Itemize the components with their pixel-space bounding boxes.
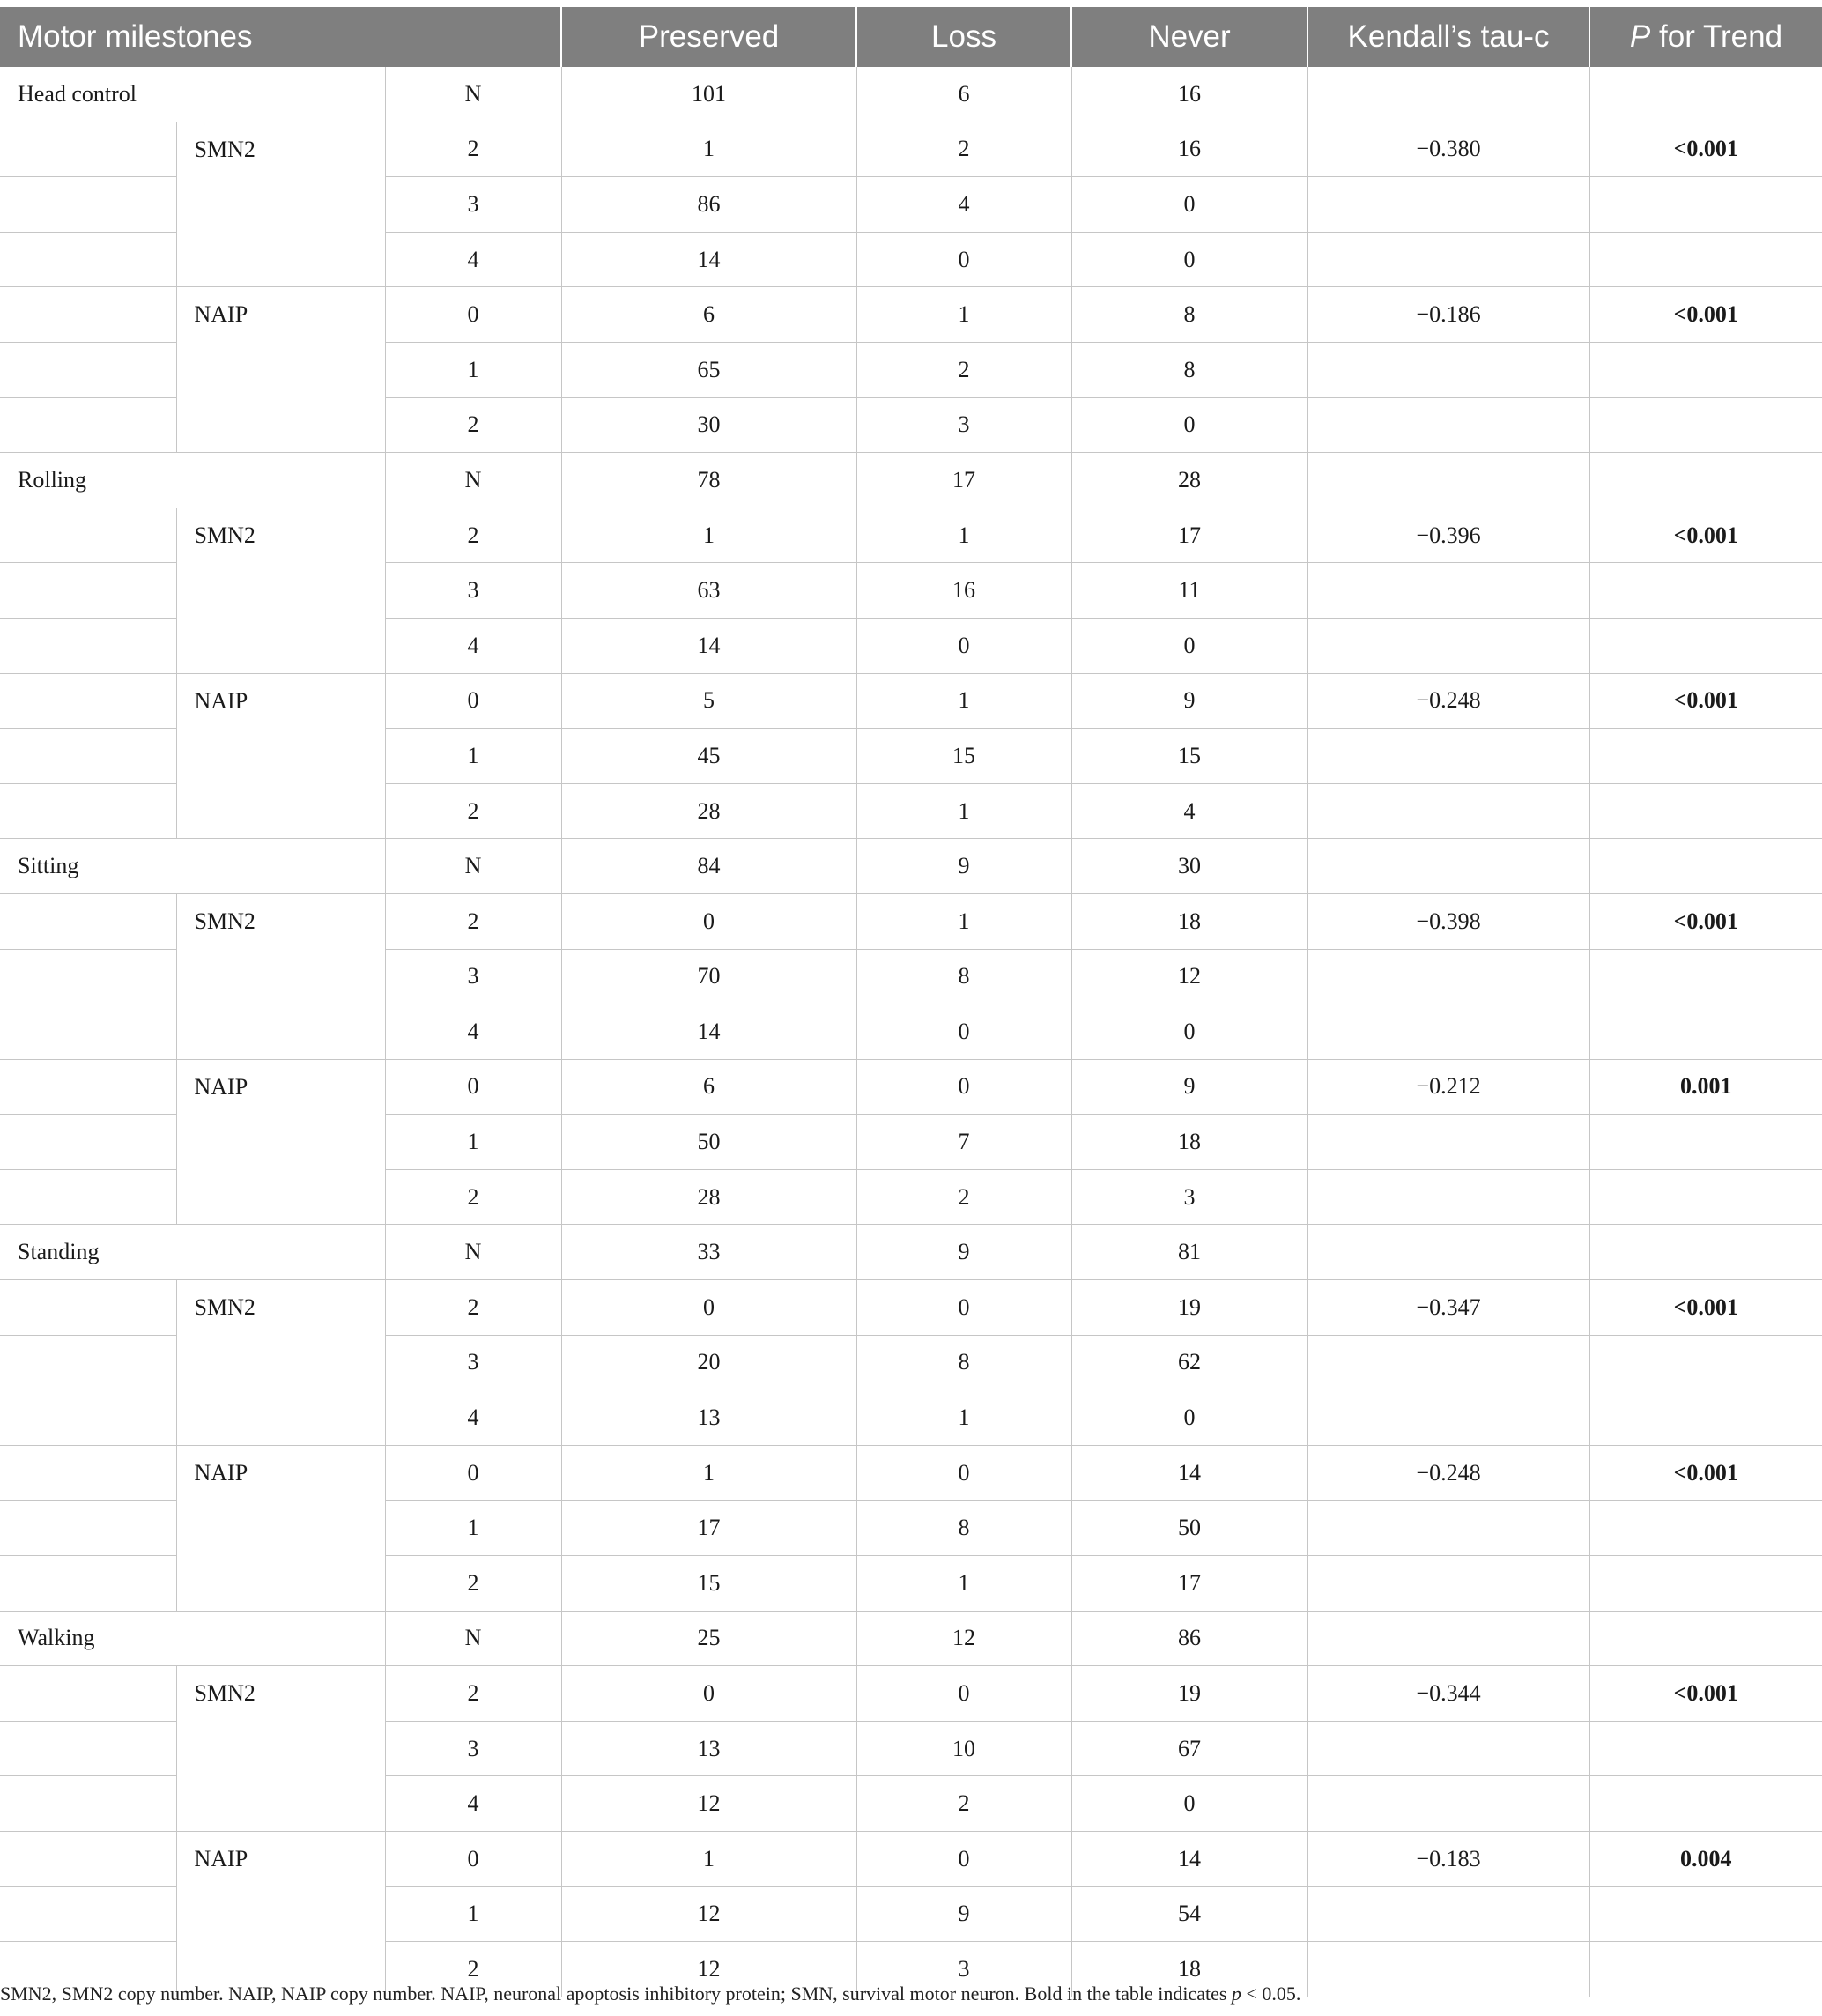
gene-label: NAIP bbox=[176, 673, 385, 839]
copy-number-cell: 3 bbox=[385, 563, 561, 619]
table-row bbox=[0, 122, 1822, 177]
gene-label: SMN2 bbox=[176, 1280, 385, 1446]
preserved-cell: 1 bbox=[561, 1445, 856, 1501]
gene-label: NAIP bbox=[176, 1445, 385, 1611]
loss-cell: 0 bbox=[856, 1445, 1071, 1501]
p-trend-cell bbox=[1589, 1721, 1822, 1776]
kendall-cell: −0.347 bbox=[1307, 1280, 1589, 1336]
loss-cell: 2 bbox=[856, 122, 1071, 177]
never-cell: 0 bbox=[1071, 618, 1307, 673]
loss-cell: 9 bbox=[856, 839, 1071, 894]
preserved-cell: 70 bbox=[561, 949, 856, 1004]
preserved-cell: 78 bbox=[561, 453, 856, 508]
p-trend-cell: <0.001 bbox=[1589, 673, 1822, 729]
blank-cell bbox=[0, 1169, 176, 1225]
table-body bbox=[0, 67, 1822, 1997]
preserved-cell: 14 bbox=[561, 618, 856, 673]
preserved-cell: 45 bbox=[561, 729, 856, 784]
preserved-cell: 12 bbox=[561, 1886, 856, 1942]
p-trend-cell bbox=[1589, 1886, 1822, 1942]
milestone-label: Standing bbox=[0, 1225, 385, 1280]
preserved-cell: 28 bbox=[561, 783, 856, 839]
loss-cell: 9 bbox=[856, 1225, 1071, 1280]
never-cell: 3 bbox=[1071, 1169, 1307, 1225]
table-header bbox=[0, 7, 1822, 67]
table-row bbox=[0, 893, 1822, 949]
p-trend-cell: <0.001 bbox=[1589, 1280, 1822, 1336]
p-trend-cell bbox=[1589, 1169, 1822, 1225]
never-cell: 0 bbox=[1071, 1776, 1307, 1832]
kendall-cell bbox=[1307, 1390, 1589, 1446]
table-row bbox=[0, 1445, 1822, 1501]
loss-cell: 1 bbox=[856, 508, 1071, 563]
blank-cell bbox=[0, 729, 176, 784]
preserved-cell: 6 bbox=[561, 287, 856, 343]
p-trend-cell: <0.001 bbox=[1589, 1445, 1822, 1501]
blank-cell bbox=[0, 893, 176, 949]
loss-cell: 0 bbox=[856, 1666, 1071, 1722]
p-trend-cell bbox=[1589, 839, 1822, 894]
loss-cell: 12 bbox=[856, 1611, 1071, 1666]
loss-cell: 8 bbox=[856, 1335, 1071, 1390]
blank-cell bbox=[0, 1501, 176, 1556]
p-trend-cell bbox=[1589, 618, 1822, 673]
preserved-cell: 13 bbox=[561, 1721, 856, 1776]
loss-cell: 1 bbox=[856, 1556, 1071, 1612]
copy-number-cell: 4 bbox=[385, 618, 561, 673]
blank-cell bbox=[0, 1832, 176, 1887]
copy-number-cell: 2 bbox=[385, 508, 561, 563]
kendall-cell bbox=[1307, 1225, 1589, 1280]
never-cell: 18 bbox=[1071, 893, 1307, 949]
copy-number-cell: 2 bbox=[385, 893, 561, 949]
loss-cell: 7 bbox=[856, 1115, 1071, 1170]
table-footnote bbox=[0, 1983, 1300, 2005]
p-trend-cell bbox=[1589, 563, 1822, 619]
copy-number-cell: 3 bbox=[385, 1721, 561, 1776]
gene-label: NAIP bbox=[176, 287, 385, 453]
never-cell: 28 bbox=[1071, 453, 1307, 508]
p-trend-cell bbox=[1589, 729, 1822, 784]
blank-cell bbox=[0, 177, 176, 233]
kendall-cell bbox=[1307, 1886, 1589, 1942]
never-cell: 0 bbox=[1071, 1004, 1307, 1060]
never-cell: 19 bbox=[1071, 1666, 1307, 1722]
never-cell: 16 bbox=[1071, 122, 1307, 177]
milestone-label: Head control bbox=[0, 67, 385, 122]
never-cell: 12 bbox=[1071, 949, 1307, 1004]
never-cell: 17 bbox=[1071, 508, 1307, 563]
blank-cell bbox=[0, 1004, 176, 1060]
loss-cell: 0 bbox=[856, 618, 1071, 673]
kendall-cell: −0.398 bbox=[1307, 893, 1589, 949]
blank-cell bbox=[0, 1335, 176, 1390]
header-p-for-trend bbox=[1589, 7, 1822, 67]
preserved-cell: 63 bbox=[561, 563, 856, 619]
preserved-cell: 25 bbox=[561, 1611, 856, 1666]
kendall-cell bbox=[1307, 1501, 1589, 1556]
p-trend-cell bbox=[1589, 1556, 1822, 1612]
kendall-cell: −0.248 bbox=[1307, 1445, 1589, 1501]
kendall-cell bbox=[1307, 342, 1589, 397]
kendall-cell bbox=[1307, 563, 1589, 619]
kendall-cell bbox=[1307, 839, 1589, 894]
blank-cell bbox=[0, 1776, 176, 1832]
milestone-label: Rolling bbox=[0, 453, 385, 508]
never-cell: 11 bbox=[1071, 563, 1307, 619]
loss-cell: 17 bbox=[856, 453, 1071, 508]
kendall-cell bbox=[1307, 1556, 1589, 1612]
total-label: N bbox=[385, 839, 561, 894]
kendall-cell bbox=[1307, 1942, 1589, 1997]
copy-number-cell: 3 bbox=[385, 1335, 561, 1390]
table-row bbox=[0, 1280, 1822, 1336]
preserved-cell: 1 bbox=[561, 122, 856, 177]
never-cell: 19 bbox=[1071, 1280, 1307, 1336]
never-cell: 86 bbox=[1071, 1611, 1307, 1666]
p-trend-cell bbox=[1589, 1390, 1822, 1446]
copy-number-cell: 4 bbox=[385, 232, 561, 287]
never-cell: 67 bbox=[1071, 1721, 1307, 1776]
loss-cell: 0 bbox=[856, 1280, 1071, 1336]
loss-cell: 8 bbox=[856, 1501, 1071, 1556]
preserved-cell: 13 bbox=[561, 1390, 856, 1446]
preserved-cell: 1 bbox=[561, 508, 856, 563]
preserved-cell: 14 bbox=[561, 232, 856, 287]
table-row bbox=[0, 673, 1822, 729]
blank-cell bbox=[0, 1445, 176, 1501]
kendall-cell bbox=[1307, 1115, 1589, 1170]
p-for-trend-text: for Trend bbox=[1650, 19, 1783, 54]
copy-number-cell: 3 bbox=[385, 949, 561, 1004]
never-cell: 14 bbox=[1071, 1445, 1307, 1501]
never-cell: 8 bbox=[1071, 287, 1307, 343]
total-label: N bbox=[385, 1225, 561, 1280]
p-trend-cell: <0.001 bbox=[1589, 122, 1822, 177]
p-trend-cell: 0.001 bbox=[1589, 1059, 1822, 1115]
kendall-cell bbox=[1307, 1004, 1589, 1060]
kendall-cell bbox=[1307, 783, 1589, 839]
gene-label: NAIP bbox=[176, 1059, 385, 1225]
copy-number-cell: 0 bbox=[385, 1445, 561, 1501]
blank-cell bbox=[0, 673, 176, 729]
footnote-text: SMN2, SMN2 copy number. NAIP, NAIP copy number. NAIP, neuronal apoptosis inhibitory protein; SMN, survival motor neuron. Bold in the table indicates bbox=[0, 1983, 1232, 2005]
p-trend-cell bbox=[1589, 67, 1822, 122]
loss-cell: 15 bbox=[856, 729, 1071, 784]
p-trend-cell bbox=[1589, 949, 1822, 1004]
p-trend-cell bbox=[1589, 342, 1822, 397]
p-trend-cell bbox=[1589, 397, 1822, 453]
never-cell: 62 bbox=[1071, 1335, 1307, 1390]
preserved-cell: 101 bbox=[561, 67, 856, 122]
gene-label: SMN2 bbox=[176, 122, 385, 287]
gene-label: SMN2 bbox=[176, 893, 385, 1059]
loss-cell: 0 bbox=[856, 1059, 1071, 1115]
loss-cell: 1 bbox=[856, 783, 1071, 839]
p-trend-cell bbox=[1589, 1776, 1822, 1832]
preserved-cell: 84 bbox=[561, 839, 856, 894]
p-trend-cell bbox=[1589, 1335, 1822, 1390]
never-cell: 81 bbox=[1071, 1225, 1307, 1280]
copy-number-cell: 2 bbox=[385, 1942, 561, 1997]
p-trend-cell bbox=[1589, 1115, 1822, 1170]
loss-cell: 0 bbox=[856, 232, 1071, 287]
copy-number-cell: 2 bbox=[385, 783, 561, 839]
preserved-cell: 0 bbox=[561, 893, 856, 949]
preserved-cell: 33 bbox=[561, 1225, 856, 1280]
gene-label: SMN2 bbox=[176, 508, 385, 673]
never-cell: 54 bbox=[1071, 1886, 1307, 1942]
footnote-threshold: < 0.05. bbox=[1241, 1983, 1301, 2005]
copy-number-cell: 0 bbox=[385, 1832, 561, 1887]
loss-cell: 1 bbox=[856, 1390, 1071, 1446]
blank-cell bbox=[0, 1059, 176, 1115]
copy-number-cell: 2 bbox=[385, 1556, 561, 1612]
loss-cell: 2 bbox=[856, 1169, 1071, 1225]
preserved-cell: 0 bbox=[561, 1280, 856, 1336]
never-cell: 4 bbox=[1071, 783, 1307, 839]
p-trend-cell bbox=[1589, 1501, 1822, 1556]
kendall-cell: −0.212 bbox=[1307, 1059, 1589, 1115]
loss-cell: 16 bbox=[856, 563, 1071, 619]
preserved-cell: 1 bbox=[561, 1832, 856, 1887]
blank-cell bbox=[0, 949, 176, 1004]
never-cell: 0 bbox=[1071, 177, 1307, 233]
preserved-cell: 65 bbox=[561, 342, 856, 397]
loss-cell: 1 bbox=[856, 287, 1071, 343]
blank-cell bbox=[0, 122, 176, 177]
kendall-cell: −0.248 bbox=[1307, 673, 1589, 729]
kendall-cell bbox=[1307, 1335, 1589, 1390]
loss-cell: 2 bbox=[856, 1776, 1071, 1832]
loss-cell: 0 bbox=[856, 1004, 1071, 1060]
kendall-cell: −0.183 bbox=[1307, 1832, 1589, 1887]
never-cell: 30 bbox=[1071, 839, 1307, 894]
kendall-cell bbox=[1307, 949, 1589, 1004]
copy-number-cell: 1 bbox=[385, 342, 561, 397]
copy-number-cell: 2 bbox=[385, 1169, 561, 1225]
copy-number-cell: 1 bbox=[385, 1886, 561, 1942]
p-trend-cell bbox=[1589, 1611, 1822, 1666]
milestone-total-row bbox=[0, 453, 1822, 508]
never-cell: 8 bbox=[1071, 342, 1307, 397]
kendall-cell bbox=[1307, 618, 1589, 673]
blank-cell bbox=[0, 1886, 176, 1942]
copy-number-cell: 0 bbox=[385, 287, 561, 343]
preserved-cell: 17 bbox=[561, 1501, 856, 1556]
never-cell: 14 bbox=[1071, 1832, 1307, 1887]
loss-cell: 1 bbox=[856, 893, 1071, 949]
blank-cell bbox=[0, 397, 176, 453]
preserved-cell: 15 bbox=[561, 1556, 856, 1612]
milestone-total-row bbox=[0, 1225, 1822, 1280]
copy-number-cell: 1 bbox=[385, 729, 561, 784]
kendall-cell bbox=[1307, 67, 1589, 122]
kendall-cell: −0.396 bbox=[1307, 508, 1589, 563]
p-trend-cell: <0.001 bbox=[1589, 1666, 1822, 1722]
preserved-cell: 28 bbox=[561, 1169, 856, 1225]
never-cell: 0 bbox=[1071, 1390, 1307, 1446]
kendall-cell bbox=[1307, 453, 1589, 508]
header-kendall-tau-c: Kendall’s tau-c bbox=[1307, 7, 1589, 67]
p-trend-cell bbox=[1589, 453, 1822, 508]
preserved-cell: 12 bbox=[561, 1942, 856, 1997]
copy-number-cell: 2 bbox=[385, 1666, 561, 1722]
preserved-cell: 14 bbox=[561, 1004, 856, 1060]
preserved-cell: 6 bbox=[561, 1059, 856, 1115]
table-row bbox=[0, 1832, 1822, 1887]
preserved-cell: 12 bbox=[561, 1776, 856, 1832]
never-cell: 0 bbox=[1071, 397, 1307, 453]
p-trend-cell bbox=[1589, 177, 1822, 233]
never-cell: 15 bbox=[1071, 729, 1307, 784]
never-cell: 0 bbox=[1071, 232, 1307, 287]
kendall-cell bbox=[1307, 729, 1589, 784]
never-cell: 18 bbox=[1071, 1942, 1307, 1997]
p-trend-cell bbox=[1589, 783, 1822, 839]
kendall-cell bbox=[1307, 232, 1589, 287]
gene-label: NAIP bbox=[176, 1832, 385, 1997]
loss-cell: 3 bbox=[856, 397, 1071, 453]
kendall-cell bbox=[1307, 1776, 1589, 1832]
preserved-cell: 0 bbox=[561, 1666, 856, 1722]
copy-number-cell: 2 bbox=[385, 1280, 561, 1336]
p-trend-cell: 0.004 bbox=[1589, 1832, 1822, 1887]
milestone-label: Sitting bbox=[0, 839, 385, 894]
loss-cell: 10 bbox=[856, 1721, 1071, 1776]
blank-cell bbox=[0, 1666, 176, 1722]
p-trend-cell: <0.001 bbox=[1589, 508, 1822, 563]
kendall-cell bbox=[1307, 177, 1589, 233]
blank-cell bbox=[0, 1390, 176, 1446]
p-trend-cell bbox=[1589, 1225, 1822, 1280]
blank-cell bbox=[0, 618, 176, 673]
total-label: N bbox=[385, 67, 561, 122]
milestone-total-row bbox=[0, 1611, 1822, 1666]
table-row bbox=[0, 1059, 1822, 1115]
copy-number-cell: 1 bbox=[385, 1501, 561, 1556]
preserved-cell: 30 bbox=[561, 397, 856, 453]
copy-number-cell: 3 bbox=[385, 177, 561, 233]
blank-cell bbox=[0, 1721, 176, 1776]
loss-cell: 1 bbox=[856, 673, 1071, 729]
loss-cell: 0 bbox=[856, 1832, 1071, 1887]
copy-number-cell: 2 bbox=[385, 122, 561, 177]
copy-number-cell: 0 bbox=[385, 673, 561, 729]
milestone-total-row bbox=[0, 839, 1822, 894]
footnote-p-symbol: p bbox=[1231, 1983, 1241, 2005]
header-preserved: Preserved bbox=[561, 7, 856, 67]
p-trend-cell: <0.001 bbox=[1589, 893, 1822, 949]
blank-cell bbox=[0, 783, 176, 839]
blank-cell bbox=[0, 508, 176, 563]
kendall-cell bbox=[1307, 1169, 1589, 1225]
p-trend-cell bbox=[1589, 1004, 1822, 1060]
never-cell: 9 bbox=[1071, 1059, 1307, 1115]
never-cell: 16 bbox=[1071, 67, 1307, 122]
copy-number-cell: 2 bbox=[385, 397, 561, 453]
kendall-cell bbox=[1307, 1611, 1589, 1666]
preserved-cell: 50 bbox=[561, 1115, 856, 1170]
preserved-cell: 86 bbox=[561, 177, 856, 233]
kendall-cell: −0.344 bbox=[1307, 1666, 1589, 1722]
header-motor-milestones: Motor milestones bbox=[0, 7, 561, 67]
blank-cell bbox=[0, 232, 176, 287]
header-never: Never bbox=[1071, 7, 1307, 67]
loss-cell: 2 bbox=[856, 342, 1071, 397]
total-label: N bbox=[385, 453, 561, 508]
blank-cell bbox=[0, 287, 176, 343]
blank-cell bbox=[0, 342, 176, 397]
blank-cell bbox=[0, 563, 176, 619]
p-italic: P bbox=[1629, 19, 1651, 54]
loss-cell: 9 bbox=[856, 1886, 1071, 1942]
gene-label: SMN2 bbox=[176, 1666, 385, 1832]
table-row bbox=[0, 287, 1822, 343]
copy-number-cell: 4 bbox=[385, 1004, 561, 1060]
copy-number-cell: 1 bbox=[385, 1115, 561, 1170]
milestone-label: Walking bbox=[0, 1611, 385, 1666]
table-row bbox=[0, 508, 1822, 563]
never-cell: 50 bbox=[1071, 1501, 1307, 1556]
blank-cell bbox=[0, 1556, 176, 1612]
blank-cell bbox=[0, 1280, 176, 1336]
kendall-cell bbox=[1307, 397, 1589, 453]
p-trend-cell bbox=[1589, 1942, 1822, 1997]
preserved-cell: 5 bbox=[561, 673, 856, 729]
milestones-table bbox=[0, 7, 1822, 1997]
copy-number-cell: 0 bbox=[385, 1059, 561, 1115]
blank-cell bbox=[0, 1115, 176, 1170]
kendall-cell bbox=[1307, 1721, 1589, 1776]
loss-cell: 4 bbox=[856, 177, 1071, 233]
total-label: N bbox=[385, 1611, 561, 1666]
never-cell: 9 bbox=[1071, 673, 1307, 729]
kendall-cell: −0.186 bbox=[1307, 287, 1589, 343]
preserved-cell: 20 bbox=[561, 1335, 856, 1390]
never-cell: 17 bbox=[1071, 1556, 1307, 1612]
kendall-cell: −0.380 bbox=[1307, 122, 1589, 177]
copy-number-cell: 4 bbox=[385, 1776, 561, 1832]
loss-cell: 8 bbox=[856, 949, 1071, 1004]
header-loss: Loss bbox=[856, 7, 1071, 67]
p-trend-cell: <0.001 bbox=[1589, 287, 1822, 343]
milestone-total-row bbox=[0, 67, 1822, 122]
loss-cell: 3 bbox=[856, 1942, 1071, 1997]
p-trend-cell bbox=[1589, 232, 1822, 287]
copy-number-cell: 4 bbox=[385, 1390, 561, 1446]
never-cell: 18 bbox=[1071, 1115, 1307, 1170]
table-row bbox=[0, 1666, 1822, 1722]
loss-cell: 6 bbox=[856, 67, 1071, 122]
